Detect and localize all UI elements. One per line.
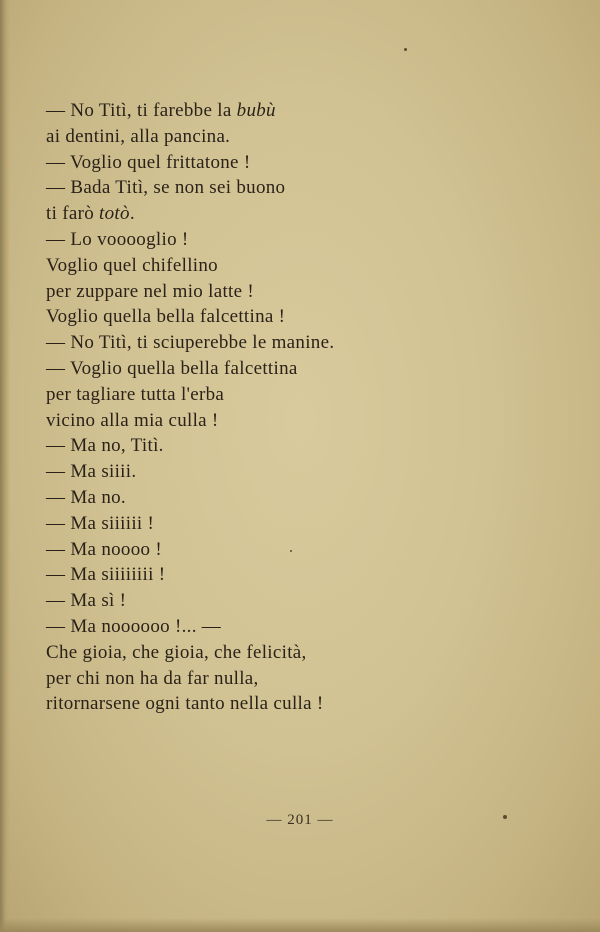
poem-line bbox=[46, 279, 334, 305]
line-text: — No Titì, ti farebbe la bbox=[46, 100, 237, 121]
line-text: — Lo vooooglio ! bbox=[46, 228, 189, 250]
line-text: — Ma siiiiii ! bbox=[46, 512, 155, 534]
line-text: ti farò bbox=[46, 203, 100, 225]
poem-line bbox=[46, 382, 334, 408]
line-text: — Ma siiii. bbox=[46, 461, 137, 483]
poem-line bbox=[46, 640, 334, 666]
poem-line bbox=[46, 485, 334, 511]
line-text: per zuppare nel mio latte ! bbox=[46, 280, 255, 302]
line-text: — Ma sì ! bbox=[46, 590, 127, 612]
poem-line bbox=[46, 356, 334, 382]
line-text: Voglio quella bella falcettina ! bbox=[46, 306, 286, 328]
poem-line bbox=[46, 253, 334, 279]
poem-line bbox=[46, 304, 334, 330]
line-text: . bbox=[129, 203, 135, 225]
line-text: vicino alla mia culla ! bbox=[46, 409, 219, 431]
paper-speck bbox=[404, 48, 407, 51]
poem-line bbox=[46, 562, 334, 588]
line-text: — Bada Titì, se non sei buono bbox=[46, 177, 286, 199]
poem-line bbox=[46, 614, 334, 640]
poem-line bbox=[46, 459, 334, 485]
line-text: — No Titì, ti sciuperebbe le manine. bbox=[46, 332, 335, 354]
line-text: per chi non ha da far nulla, bbox=[46, 667, 259, 689]
line-text: — Voglio quella bella falcettina bbox=[46, 357, 298, 379]
line-text: — Ma noooo ! bbox=[46, 538, 163, 560]
poem-line bbox=[46, 691, 334, 717]
page-edge-shadow bbox=[0, 0, 10, 932]
poem-line bbox=[46, 666, 334, 692]
poem-line bbox=[46, 408, 334, 434]
page-bottom-shadow bbox=[0, 918, 600, 932]
poem-line bbox=[46, 98, 334, 124]
line-text: ritornarsene ogni tanto nella culla ! bbox=[46, 693, 324, 715]
page-number: — 201 — bbox=[266, 812, 334, 828]
italic-word: bubù bbox=[236, 100, 276, 121]
line-text: ai dentini, alla pancina. bbox=[46, 125, 231, 147]
poem-line bbox=[46, 511, 334, 537]
line-text: — Voglio quel frittatone ! bbox=[46, 151, 251, 173]
poem-line bbox=[46, 201, 334, 227]
line-text: — Ma no. bbox=[46, 486, 126, 508]
poem-text bbox=[46, 98, 334, 717]
poem-line bbox=[46, 537, 334, 563]
line-text: — Ma noooooo !... — bbox=[46, 615, 222, 637]
poem-line bbox=[46, 124, 334, 150]
poem-line bbox=[46, 588, 334, 614]
poem-line bbox=[46, 150, 334, 176]
poem-line bbox=[46, 227, 334, 253]
poem-line bbox=[46, 175, 334, 201]
line-text: Voglio quel chifellino bbox=[46, 254, 218, 276]
line-text: Che gioia, che gioia, che felicità, bbox=[46, 641, 307, 663]
poem-line bbox=[46, 330, 334, 356]
poem-line bbox=[46, 433, 334, 459]
line-text: — Ma siiiiiiii ! bbox=[46, 564, 166, 586]
line-text: per tagliare tutta l'erba bbox=[46, 383, 225, 405]
italic-word: totò bbox=[99, 203, 130, 225]
line-text: — Ma no, Titì. bbox=[46, 435, 164, 457]
